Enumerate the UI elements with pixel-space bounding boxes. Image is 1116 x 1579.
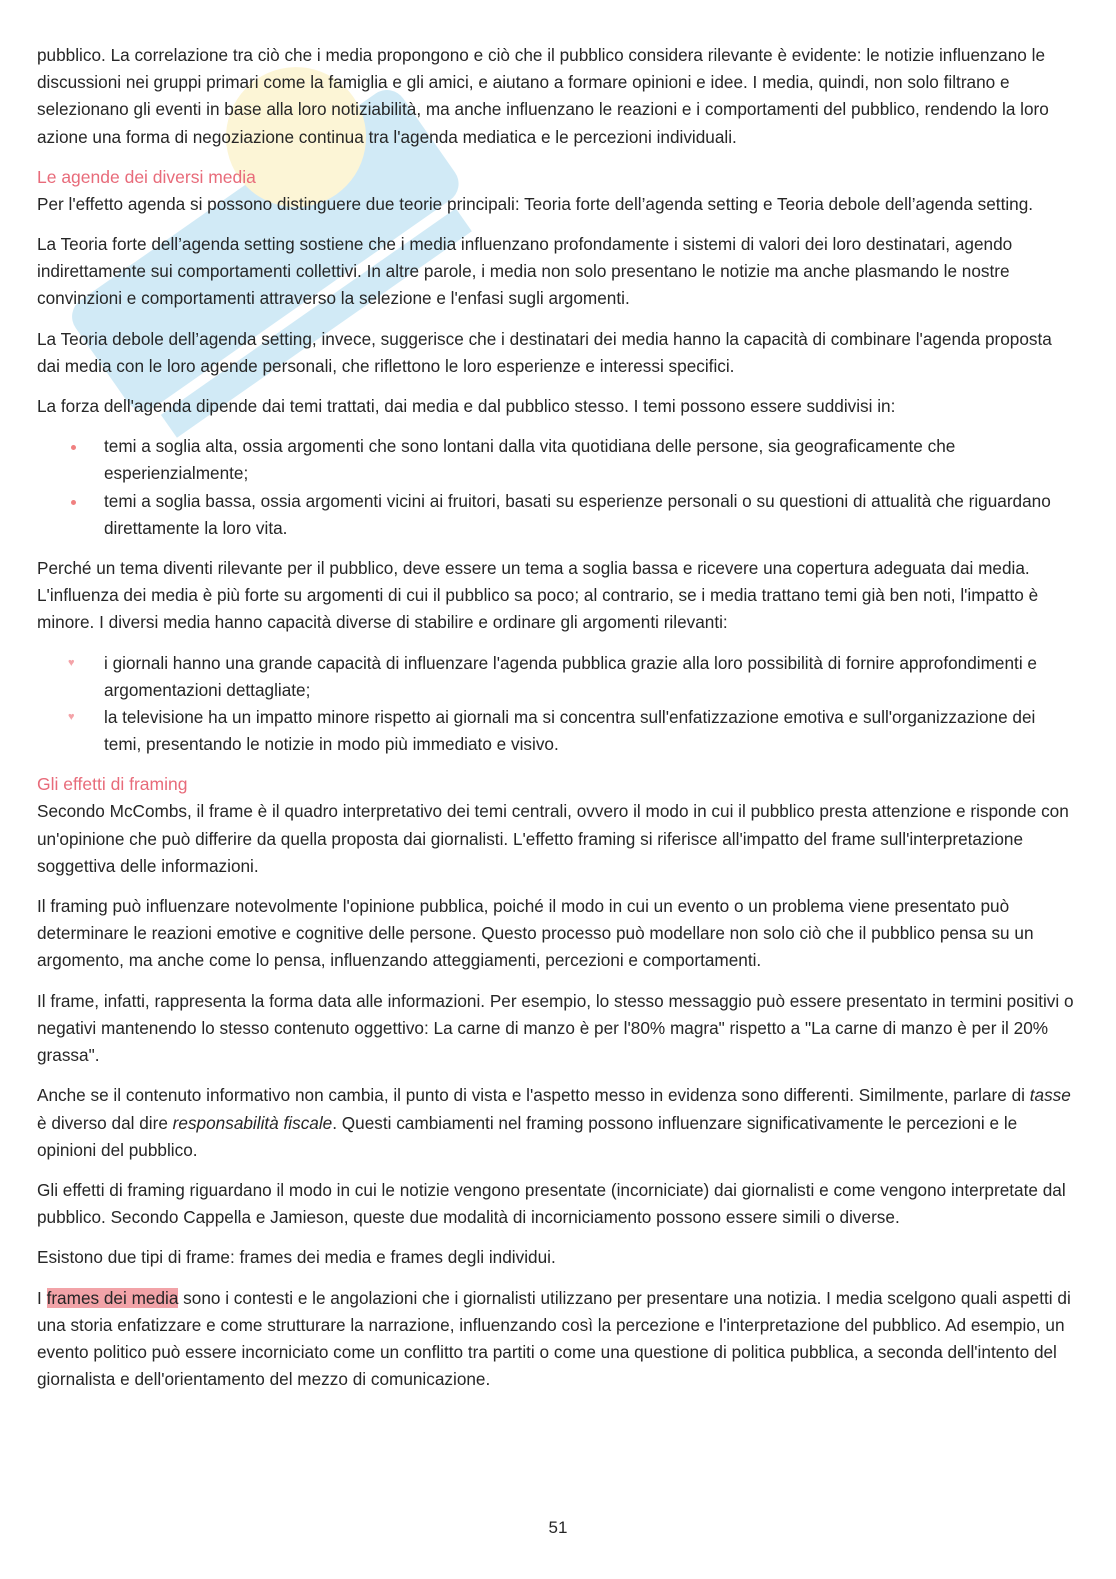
paragraph-teorie: Per l'effetto agenda si possono distinguere due teorie principali: Teoria forte dell’agenda setting e Teoria debole dell’agenda setting. xyxy=(37,193,1034,214)
paragraph-frames-media xyxy=(37,1285,1077,1394)
paragraph-contenuto xyxy=(37,1082,1077,1164)
text-run: è diverso dal dire xyxy=(37,1112,173,1133)
paragraph-tema-rilevante: Perché un tema diventi rilevante per il pubblico, deve essere un tema a soglia bassa e ricevere una copertura adeguata dai media. L'influenza dei media è più forte su argomenti di cui il pubblico sa poco; al contrario, se i media trattano temi già ben noti, l'impatto è minore. I diversi media hanno capacità diverse di stabilire e ordinare gli argomenti rilevanti: xyxy=(37,558,1039,633)
paragraph-cappella-jamieson: Gli effetti di framing riguardano il modo in cui le notizie vengono presentate (incorniciate) dai giornalisti e come vengono interpretate dal pubblico. Secondo Cappella e Jamieson, queste due modalità di incorniciamento possono essere simili o diverse. xyxy=(37,1179,1066,1228)
list-temi xyxy=(37,433,1077,542)
text-run: Anche se il contenuto informativo non cambia, il punto di vista e l'aspetto messo in evidenza sono differenti. Similmente, parlare di xyxy=(37,1085,1030,1106)
emphasis-tasse: tasse xyxy=(1029,1085,1071,1106)
section-heading-framing: Gli effetti di framing xyxy=(37,774,188,795)
list-item: temi a soglia bassa, ossia argomenti vicini ai fruitori, basati su esperienze personali o su questioni di attualità che riguardano direttamente la loro vita. xyxy=(104,488,1077,542)
paragraph-mccombs: Secondo McCombs, il frame è il quadro interpretativo dei temi centrali, ovvero il modo in cui il pubblico presta attenzione e risponde con un'opinione che può differire da quella proposta dai giornalisti. L'effetto framing si riferisce all'impatto del frame sull'interpretazione soggettiva delle informazioni. xyxy=(37,801,1069,876)
text-run: I xyxy=(37,1287,47,1308)
list-item: ♥ la televisione ha un impatto minore rispetto ai giornali ma si concentra sull'enfatizzazione emotiva e sull'organizzazione dei temi, presentando le notizie in modo più immediato e visivo. xyxy=(104,704,1077,758)
paragraph-teoria-debole: La Teoria debole dell’agenda setting, invece, suggerisce che i destinatari dei media hanno la capacità di combinare l'agenda proposta dai media con le loro agende personali, che riflettono le loro esperienze e interessi specifici. xyxy=(37,328,1052,376)
section-heading-agende: Le agende dei diversi media xyxy=(37,166,256,187)
emphasis-responsabilita: responsabilità fiscale xyxy=(172,1112,333,1133)
text-run: . Questi cambiamenti nel framing possono influenzare significativamente le percezioni e le opinioni del pubblico. xyxy=(37,1112,1018,1160)
highlight-frames-dei-media: frames dei media xyxy=(46,1287,179,1308)
list-item: temi a soglia alta, ossia argomenti che sono lontani dalla vita quotidiana delle persone, sia geograficamente che esperienzialmente; xyxy=(104,433,1077,487)
paragraph-tipi-frame: Esistono due tipi di frame: frames dei media e frames degli individui. xyxy=(37,1247,556,1268)
page-number: 51 xyxy=(548,1518,568,1537)
list-media xyxy=(37,650,1077,759)
paragraph-teoria-forte: La Teoria forte dell’agenda setting sostiene che i media influenzano profondamente i sistemi di valori dei loro destinatari, agendo indirettamente sui comportamenti collettivi. In altre parole, i media non solo presentano le notizie ma anche plasmando le nostre convinzioni e comportamenti attraverso la selezione e l'enfasi sugli argomenti. xyxy=(37,234,1013,309)
list-item: ♥ i giornali hanno una grande capacità di influenzare l'agenda pubblica grazie alla loro possibilità di fornire approfondimenti e argomentazioni dettagliate; xyxy=(104,650,1077,704)
paragraph-frame-forma: Il frame, infatti, rappresenta la forma data alle informazioni. Per esempio, lo stesso messaggio può essere presentato in termini positivi o negativi mantenendo lo stesso contenuto oggettivo: La carne di manzo è per l'80% magra" rispetto a "La carne di manzo è per il 20% grassa". xyxy=(37,990,1074,1066)
paragraph-framing-opinione: Il framing può influenzare notevolmente l'opinione pubblica, poiché il modo in cui un evento o un problema viene presentato può determinare le reazioni emotive e cognitive delle persone. Questo processo può modellare non solo ciò che il pubblico pensa su un argomento, ma anche come lo pensa, influenzando atteggiamenti, percezioni e comportamenti. xyxy=(37,896,1034,971)
paragraph-forza-agenda: La forza dell'agenda dipende dai temi trattati, dai media e dal pubblico stesso. I temi possono essere suddivisi in: xyxy=(37,396,896,417)
text-run: sono i contesti e le angolazioni che i giornalisti utilizzano per presentare una notizia. I media scelgono quali aspetti di una storia enfatizzare e come strutturare la narrazione, influenzando così la percezione e l'interpretazione del pubblico. Ad esempio, un evento politico può essere incorniciato come un conflitto tra partiti o come una questione di politica pubblica, a seconda dell'intento del giornalista e dell'orientamento del mezzo di comunicazione. xyxy=(37,1287,1071,1390)
document-page xyxy=(37,42,1077,1406)
paragraph-intro: pubblico. La correlazione tra ciò che i media propongono e ciò che il pubblico considera rilevante è evidente: le notizie influenzano le discussioni nei gruppi primari come la famiglia e gli amici, e aiutano a formare opinioni e idee. I media, quindi, non solo filtrano e selezionano gli eventi in base alla loro notiziabilità, ma anche influenzano le reazioni e i comportamenti del pubblico, rendendo la loro azione una forma di negoziazione continua tra l'agenda mediatica e le percezioni individuali. xyxy=(37,45,1049,147)
